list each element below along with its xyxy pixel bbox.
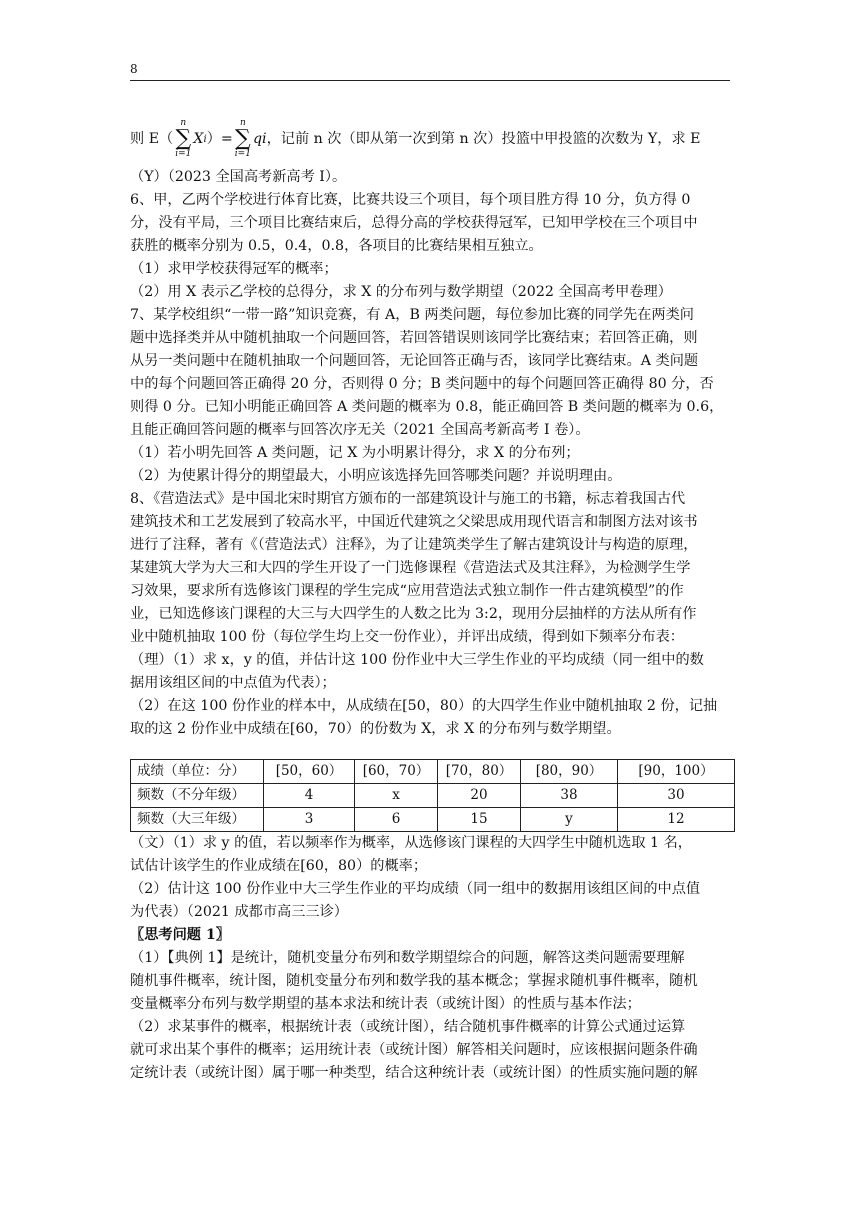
text-line: 为代表）（2021 成都市高三三诊） [130, 904, 348, 920]
text-line: 变量概率分布列与数学期望的基本求法和统计表（或统计图）的性质与基本作法； [130, 996, 641, 1012]
table-header-cell: [50，60） [264, 760, 355, 784]
frequency-table [130, 759, 735, 832]
text-line: 中的每个问题回答正确得 20 分，否则得 0 分；B 类问题中的每个问题回答正确得 80 分，否 [130, 376, 714, 392]
text-line: 进行了注释，著有《（营造法式）注释》，为了让建筑类学生了解古建筑设计与构造的原理， [130, 537, 698, 553]
table-row [131, 784, 735, 808]
text-line: （2）估计这 100 份作业中大三学生作业的平均成绩（同一组中的数据用该组区间的中点值 [130, 881, 701, 897]
text-line: 业中随机抽取 100 份（每位学生均上交一份作业），并评出成绩，得到如下频率分布表： [130, 629, 684, 645]
table-header-cell: [80，90） [521, 760, 618, 784]
sum1-term: X [193, 130, 204, 147]
table-header-cell: [90，100） [618, 760, 735, 784]
text-line: （Y）（2023 全国高考新高考 I）。 [130, 169, 347, 185]
text-line: （2）在这 100 份作业的样本中，从成绩在[50，80）的大四学生作业中随机抽取 2 份，记抽 [130, 698, 718, 714]
text-line: 且能正确回答问题的概率与回答次序无关（2021 全国高考新高考 I 卷）。 [130, 422, 590, 438]
text-line: 习效果，要求所有选修该门课程的学生完成“应用营造法式独立制作一件古建筑模型”的作 [130, 583, 684, 599]
table-row [131, 808, 735, 832]
table-cell: 频数（不分年级） [131, 784, 264, 808]
sigma-symbol: ∑ [175, 126, 192, 151]
sum1-lower: i=1 [175, 149, 192, 159]
table-cell: 频数（大三年级） [131, 808, 264, 832]
text-line: 8、《营造法式》是中国北宋时期官方颁布的一部建筑设计与施工的书籍，标志着我国古代 [130, 491, 686, 507]
page-number: 8 [130, 62, 138, 76]
sigma-symbol: ∑ [235, 126, 251, 151]
sum2-lower: i=1 [234, 149, 251, 159]
summation-2 [235, 119, 251, 159]
formula-suffix: ，记前 n 次（即从第一次到第 n 次）投篮中甲投篮的次数为 Y，求 E [266, 130, 701, 147]
table-cell: 3 [264, 808, 355, 832]
table-cell: 6 [355, 808, 438, 832]
text-line: 据用该组区间的中点值为代表）； [130, 675, 336, 691]
text-line: （1）【典例 1】是统计，随机变量分布列和数学期望综合的问题，解答这类问题需要理解 [130, 950, 685, 966]
formula-prefix: 则 E（ [130, 130, 174, 147]
table-cell: 12 [618, 808, 735, 832]
document-body [130, 112, 740, 1085]
text-block-after-table [130, 832, 740, 1085]
text-line: 随机事件概率，统计图，随机变量分布列和数学我的基本概念；掌握求随机事件概率，随机 [130, 973, 698, 989]
sum1-upper: n [180, 118, 187, 128]
text-line: 分，没有平局，三个项目比赛结束后，总得分高的学校获得冠军，已知甲学校在三个项目中 [130, 215, 698, 231]
text-line: 取的这 2 份作业中成绩在[60，70）的份数为 X，求 X 的分布列与数学期望。 [130, 721, 621, 737]
text-line: 就可求出某个事件的概率；运用统计表（或统计图）解答相关问题时，应该根据问题条件确 [130, 1042, 698, 1058]
text-line: 某建筑大学为大三和大四的学生开设了一门选修课程《营造法式及其注释》，为检测学生学 [130, 560, 691, 576]
text-line: 从另一类问题中在随机抽取一个问题回答，无论回答正确与否，该同学比赛结束。A 类问题 [130, 353, 699, 369]
text-line: （理）（1）求 x，y 的值，并估计这 100 份作业中大三学生作业的平均成绩（同一组中的数 [130, 652, 704, 668]
table-cell: 38 [521, 784, 618, 808]
text-line: 6、甲，乙两个学校进行体育比赛，比赛共设三个项目，每个项目胜方得 10 分，负方得 0 [130, 192, 691, 208]
summation-1 [175, 119, 191, 159]
text-line: 业，已知选修该门课程的大三与大四学生的人数之比为 3:2，现用分层抽样的方法从所有作 [130, 606, 697, 622]
table-cell: 20 [438, 784, 521, 808]
table-header-cell: 成绩（单位：分） [131, 760, 264, 784]
formula-mid: ）= [206, 130, 233, 147]
table-cell: y [521, 808, 618, 832]
text-line: 则得 0 分。已知小明能正确回答 A 类问题的概率为 0.8，能正确回答 B 类问题的概率为 0.6， [130, 399, 724, 415]
text-line: 获胜的概率分别为 0.5，0.4，0.8，各项目的比赛结果相互独立。 [130, 238, 543, 254]
table-cell: 15 [438, 808, 521, 832]
sum2-upper: n [239, 118, 246, 128]
table-cell: x [355, 784, 438, 808]
table-header-row [131, 760, 735, 784]
text-line: （1）若小明先回答 A 类问题，记 X 为小明累计得分，求 X 的分布列； [130, 445, 580, 461]
text-line: （2）为使累计得分的期望最大，小明应该选择先回答哪类问题？并说明理由。 [130, 468, 622, 484]
header-rule [130, 80, 730, 81]
text-line: 试估计该学生的作业成绩在[60，80）的概率； [130, 858, 428, 874]
text-line: 7、某学校组织“一带一路”知识竞赛，有 A，B 两类问题，每位参加比赛的同学先在两类问 [130, 307, 694, 323]
table-cell: 30 [618, 784, 735, 808]
sum1-sub: i [203, 133, 207, 145]
formula-line [130, 112, 740, 166]
text-line: （2）求某事件的概率，根据统计表（或统计图），结合随机事件概率的计算公式通过运算 [130, 1019, 686, 1035]
section-title: 〖思考问题 1〗 [130, 927, 230, 943]
table-cell: 4 [264, 784, 355, 808]
text-line: （1）求甲学校获得冠军的概率； [130, 261, 338, 277]
table-header-cell: [70，80） [438, 760, 521, 784]
text-line: 定统计表（或统计图）属于哪一种类型，结合这种统计表（或统计图）的性质实施问题的解 [130, 1065, 698, 1081]
text-line: 题中选择类并从中随机抽取一个问题回答，若回答错误则该同学比赛结束；若回答正确，则 [130, 330, 698, 346]
text-line: （2）用 X 表示乙学校的总得分，求 X 的分布列与数学期望（2022 全国高考甲卷理） [130, 284, 672, 300]
table-header-cell: [60，70） [355, 760, 438, 784]
sum2-term: qi [252, 130, 267, 147]
text-block-before-table [130, 166, 740, 741]
text-line: 建筑技术和工艺发展到了较高水平，中国近代建筑之父梁思成用现代语言和制图方法对该书 [130, 514, 698, 530]
text-line: （文）（1）求 y 的值，若以频率作为概率，从选修该门课程的大四学生中随机选取 1 名， [130, 835, 692, 851]
